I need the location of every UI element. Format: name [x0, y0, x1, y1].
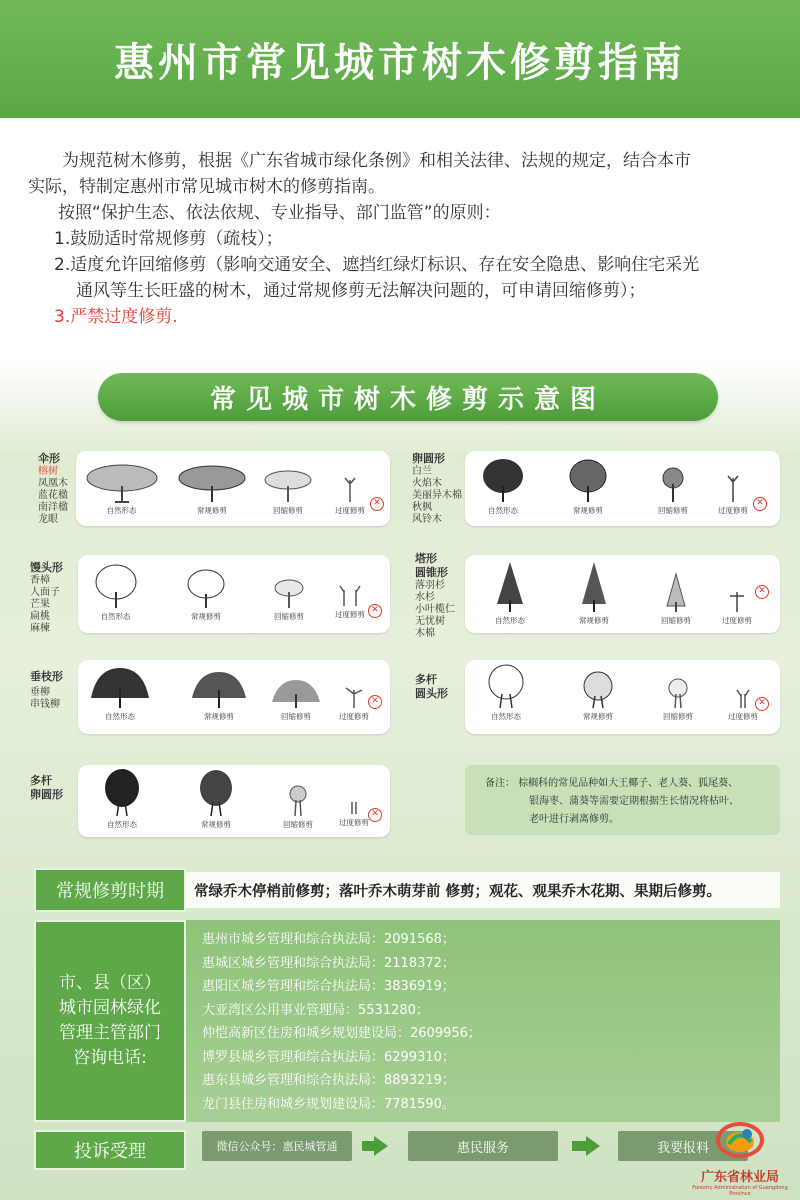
contacts-label-line: 城市园林绿化 — [59, 998, 161, 1018]
stage-label: 回缩修剪 — [283, 820, 313, 829]
species-item: 龙眼 — [38, 514, 58, 525]
intro-principle: 按照“保护生态、依法依规、专业指导、部门监管”的原则： — [58, 203, 501, 223]
intro-item2b: 通风等生长旺盛的树木，通过常规修剪无法解决问题的，可申请回缩修剪）； — [76, 281, 646, 301]
category-name: 伞形 — [38, 452, 60, 465]
prohibited-icon: ✕ — [753, 497, 767, 511]
contacts-label-line: 管理主管部门 — [59, 1023, 161, 1043]
contact-line: 惠城区城乡管理和综合执法局：2118372； — [202, 955, 455, 971]
forestry-emblem-icon — [715, 1120, 765, 1160]
intro-item1: 1.鼓励适时常规修剪（疏枝）； — [54, 229, 283, 249]
stage-label: 回缩修剪 — [281, 712, 311, 721]
species-item: 水杉 — [415, 592, 435, 603]
contacts-list — [186, 920, 780, 1122]
stage-label: 常规修剪 — [191, 612, 221, 621]
category-name: 馒头形 — [30, 561, 63, 574]
prohibited-icon: ✕ — [755, 585, 769, 599]
contact-line: 惠东县城乡管理和综合执法局：8893219； — [202, 1073, 455, 1088]
category-weeping — [30, 670, 63, 711]
prohibited-icon: ✕ — [368, 808, 382, 822]
contact-line: 仲恺高新区住房和城乡规划建设局：2609956； — [202, 1026, 481, 1041]
page-title: 惠州市常见城市树木修剪指南 — [114, 39, 686, 86]
category-name2: 卵圆形 — [30, 788, 63, 801]
logo-subtext: Forestry Administration of Guangdong Province — [692, 1185, 788, 1197]
header-banner — [0, 0, 800, 118]
contacts-label-line: 咨询电话: — [73, 1048, 147, 1068]
stage-label: 常规修剪 — [201, 820, 231, 829]
wechat-step: 微信公众号：惠民城管通 — [202, 1131, 352, 1161]
stage-label: 自然形态 — [107, 820, 137, 829]
stage-label: 过度修剪 — [339, 712, 369, 721]
complaint-label: 投诉受理 — [34, 1130, 186, 1170]
palm-note — [465, 765, 780, 835]
stage-label: 自然形态 — [491, 712, 521, 721]
stage-label: 回缩修剪 — [661, 616, 691, 625]
prohibited-icon: ✕ — [370, 497, 384, 511]
report-step: 我要报料 — [618, 1131, 748, 1161]
intro-para1b: 实际，特制定惠州市常见城市树木的修剪指南。 — [28, 177, 385, 197]
category-dome — [30, 561, 63, 635]
stage-label: 自然形态 — [106, 506, 137, 515]
note-line: 老叶进行剥离修剪。 — [529, 814, 619, 825]
species-item: 垂柳 — [30, 687, 50, 698]
arrow-right-icon — [374, 1136, 388, 1156]
species-item: 蓝花楹 — [38, 490, 68, 501]
category-name: 塔形 — [415, 552, 437, 565]
species-item: 小叶榄仁 — [415, 604, 455, 615]
note-line: 银海枣、蒲葵等需要定期根据生长情况将枯叶、 — [529, 796, 739, 807]
stage-label: 常规修剪 — [573, 506, 603, 515]
stage-label: 常规修剪 — [197, 506, 227, 515]
period-label: 常规修剪时期 — [34, 868, 186, 912]
contact-line: 惠州市城乡管理和综合执法局：2091568； — [202, 932, 455, 947]
species-item: 扁桃 — [30, 611, 50, 622]
logo-text: 广东省林业局 — [700, 1170, 779, 1185]
prohibited-icon: ✕ — [755, 697, 769, 711]
category-name: 多杆 — [415, 673, 437, 686]
species-item: 火焰木 — [412, 478, 442, 489]
prohibited-icon: ✕ — [368, 604, 382, 618]
species-item: 白兰 — [412, 466, 432, 477]
stage-label: 过度修剪 — [335, 506, 365, 515]
intro-text — [28, 148, 780, 330]
category-name2: 圆锥形 — [415, 566, 448, 579]
category-multistem-oval — [30, 774, 63, 802]
arrow-right-icon — [586, 1136, 600, 1156]
stage-label: 回缩修剪 — [658, 506, 688, 515]
section-title: 常见城市树木修剪示意图 — [98, 373, 718, 421]
species-item: 美丽异木棉 — [412, 490, 462, 501]
species-item: 风铃木 — [412, 514, 442, 525]
category-name: 多杆 — [30, 774, 52, 787]
contacts-label — [34, 920, 186, 1122]
stage-label: 常规修剪 — [579, 616, 609, 625]
stage-label: 过度修剪 — [718, 506, 748, 515]
category-name: 卵圆形 — [412, 452, 445, 465]
category-highlight: 榕树 — [38, 466, 58, 477]
period-text: 常绿乔木停梢前修剪；落叶乔木萌芽前 修剪；观花、观果乔木花期、果期后修剪。 — [186, 872, 780, 908]
note-line: 备注： 棕榈科的常见品种如大王椰子、老人葵、狐尾葵、 — [485, 778, 739, 789]
stage-label: 自然形态 — [100, 612, 131, 621]
category-multistem-round — [415, 673, 448, 701]
contact-line: 大亚湾区公用事业管理局：5531280； — [202, 1002, 429, 1018]
contact-line: 龙门县住房和城乡规划建设局：7781590。 — [202, 1096, 455, 1112]
species-item: 人面子 — [30, 587, 60, 598]
species-item: 香樟 — [30, 575, 50, 586]
stage-label: 过度修剪 — [728, 712, 758, 721]
species-item: 麻楝 — [30, 623, 50, 634]
forestry-logo — [684, 1120, 796, 1198]
category-umbrella — [38, 452, 68, 526]
stage-label: 过度修剪 — [722, 616, 752, 625]
stage-label: 常规修剪 — [583, 712, 613, 721]
prohibited-icon: ✕ — [368, 695, 382, 709]
category-tower — [415, 552, 455, 640]
stage-label: 过度修剪 — [339, 818, 369, 827]
intro-para1: 为规范树木修剪，根据《广东省城市绿化条例》和相关法律、法规的规定，结合本市 — [62, 151, 691, 171]
stage-label: 过度修剪 — [335, 610, 365, 619]
contact-line: 惠阳区城乡管理和综合执法局：3836919； — [202, 979, 455, 994]
contact-line: 博罗县城乡管理和综合执法局：6299310； — [202, 1049, 455, 1065]
intro-item3: 3.严禁过度修剪. — [54, 307, 178, 327]
stage-label: 回缩修剪 — [274, 612, 304, 621]
stage-label: 自然形态 — [495, 616, 525, 625]
stage-label: 自然形态 — [488, 506, 518, 515]
stage-label: 回缩修剪 — [273, 506, 303, 515]
species-item: 凤凰木 — [38, 478, 68, 489]
contacts-label-line: 市、县（区） — [59, 973, 161, 993]
stage-label: 自然形态 — [105, 712, 135, 721]
species-item: 南洋楹 — [38, 502, 68, 513]
stage-label: 常规修剪 — [204, 712, 234, 721]
species-item: 芒果 — [30, 599, 50, 610]
stage-label: 回缩修剪 — [663, 712, 693, 721]
species-item: 无忧树 — [415, 616, 445, 627]
species-item: 落羽杉 — [415, 580, 445, 591]
species-item: 秋枫 — [412, 502, 432, 513]
species-item: 木棉 — [415, 628, 435, 639]
species-item: 串钱柳 — [30, 699, 60, 710]
category-name: 垂枝形 — [30, 670, 63, 683]
category-oval — [412, 452, 462, 526]
category-name2: 圆头形 — [415, 687, 448, 700]
service-step: 惠民服务 — [408, 1131, 558, 1161]
intro-item2: 2.适度允许回缩修剪（影响交通安全、遮挡红绿灯标识、存在安全隐患、影响住宅采光 — [54, 255, 700, 275]
